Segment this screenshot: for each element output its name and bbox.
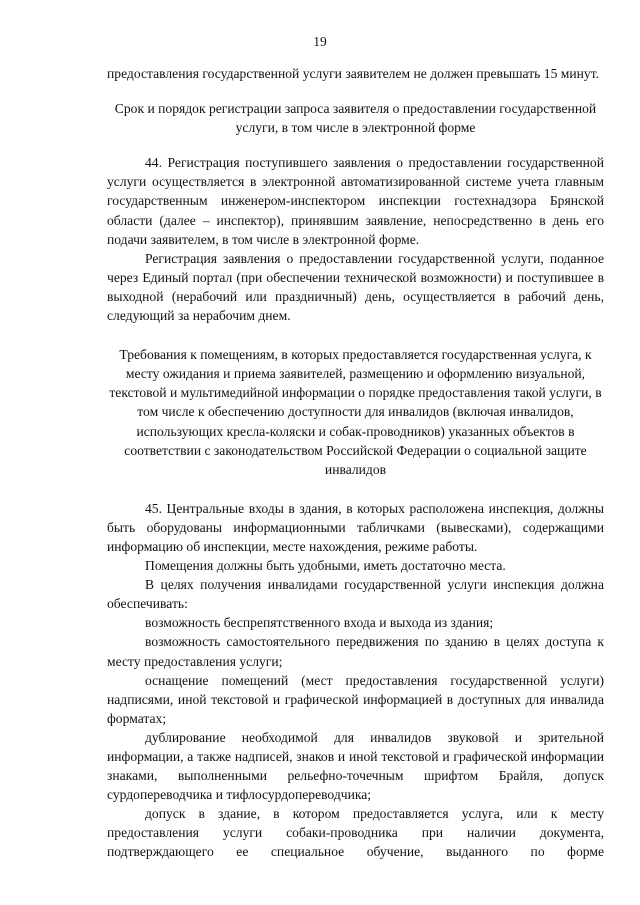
page-number: 19 bbox=[313, 34, 327, 49]
paragraph-continuation: предоставления государственной услуги заявителем не должен превышать 15 минут. bbox=[107, 66, 600, 81]
list-item-movement: возможность самостоятельного передвижения по зданию в целях доступа к месту предоставления услуги; bbox=[107, 634, 604, 669]
list-item-guide-dog: допуск в здание, в котором предоставляется услуга, или к месту предоставления услуги собаки-проводника при наличии документа, подтверждающего ее специальное обучение, выданного по форме bbox=[107, 806, 604, 860]
section-heading-registration: Срок и порядок регистрации запроса заявителя о предоставлении государственной услуги, в том числе в электронной форме bbox=[114, 101, 597, 136]
paragraph-45-premises: Помещения должны быть удобными, иметь достаточно места. bbox=[145, 558, 506, 574]
paragraph-44-registration-portal: Регистрация заявления о предоставлении государственной услуги, поданное через Единый портал (при обеспечении технической возможности) и поступившее в выходной (нерабочий или праздничный) день, осуществляется в рабочий день, следующий за нерабочим днем. bbox=[107, 250, 604, 324]
list-item-braille: дублирование необходимой для инвалидов звуковой и зрительной информации, а также надписей, знаков и иной текстовой и графической информации знаками, выполненными рельефно-точечным шрифтом Брайля, допуск сурдопереводчика и тифлосурдопереводчика; bbox=[107, 729, 604, 803]
paragraph-44: 44. Регистрация поступившего заявления о предоставлении государственной услуги осуществляется в электронной автоматизированной системе учета главным государственным инженером-инспектором инспекции гостехнадзора Брянской области (далее – инспектор), принявшим заявление, непосредственно в день его подачи заявителем, в том числе в электронной форме. bbox=[107, 155, 604, 247]
paragraph-45-disabled-access: В целях получения инвалидами государственной услуги инспекция должна обеспечивать: bbox=[107, 577, 604, 612]
section-heading-premises: Требования к помещениям, в которых предоставляется государственная услуга, к месту ожидания и приема заявителей, размещению и оформлению визуальной, текстовой и мультимедийной информации о порядке предоставления такой услуги, в том числе к обеспечению доступности для инвалидов (включая инвалидов, использующих кресла-коляски и собак-проводников) указанных объектов в соответствии с законодательством Российской Федерации о социальной защите инвалидов bbox=[109, 347, 602, 477]
page-body bbox=[107, 64, 604, 862]
paragraph-45: 45. Центральные входы в здания, в которых расположена инспекция, должны быть оборудованы информационными табличками (вывесками), содержащими информацию об инспекции, месте нахождения, режиме работы. bbox=[107, 500, 604, 554]
list-item-signage: оснащение помещений (мест предоставления государственной услуги) надписями, иной текстовой и графической информацией в доступных для инвалида форматах; bbox=[107, 672, 604, 726]
list-item-entrance: возможность беспрепятственного входа и выхода из здания; bbox=[145, 615, 494, 631]
